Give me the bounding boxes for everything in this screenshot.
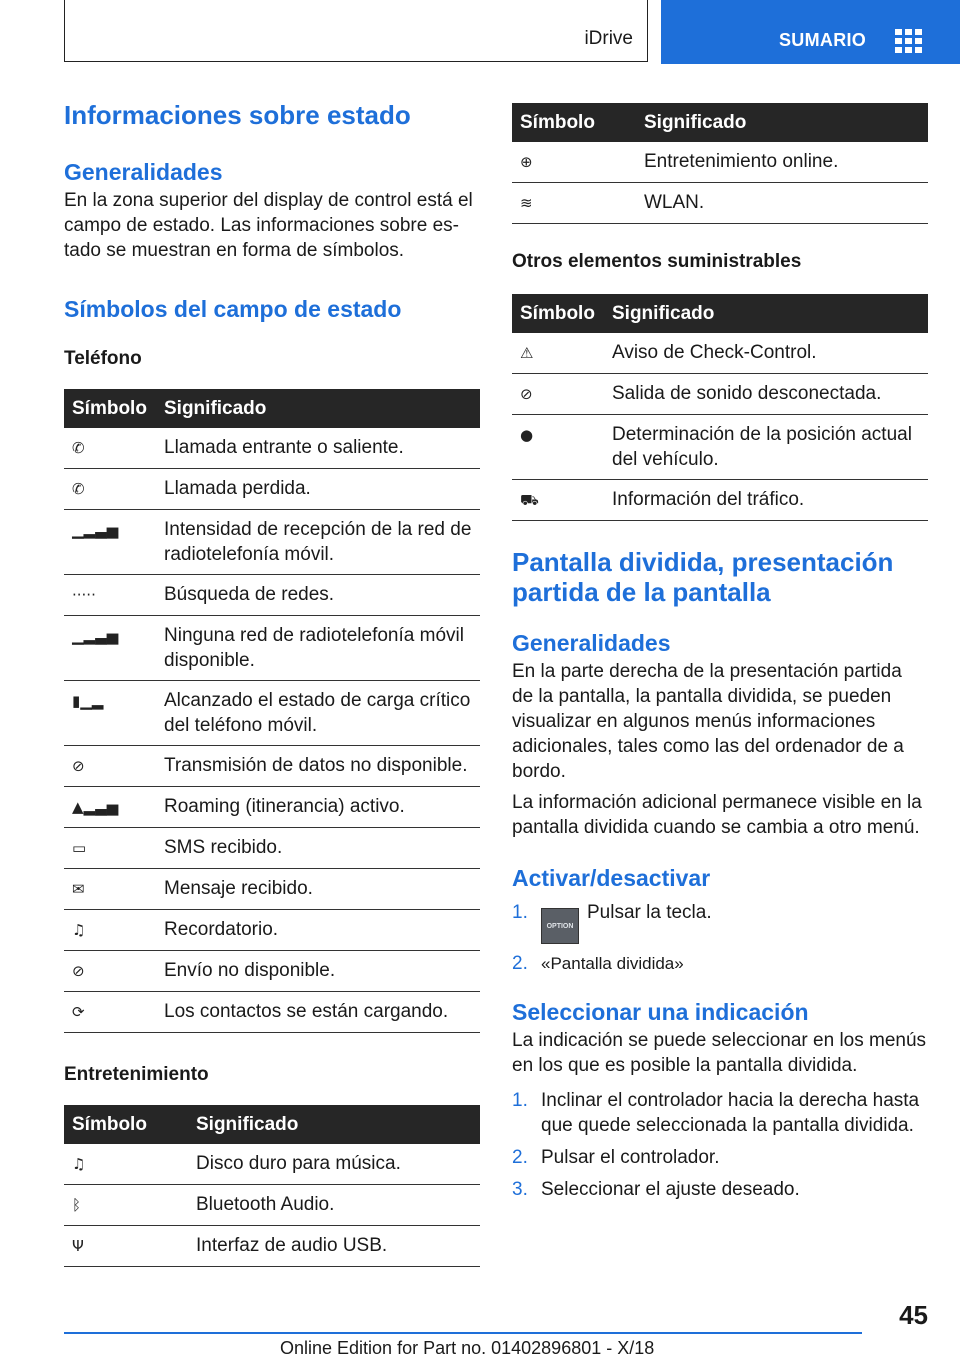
reminder-bell-icon: ♫ <box>72 921 86 939</box>
page-number: 45 <box>899 1300 928 1330</box>
online-entertainment-icon: ⊕ <box>520 153 533 171</box>
battery-critical-icon: ▮▁▂ <box>72 692 104 710</box>
select-step-2: 2. Pulsar el controlador. <box>512 1147 720 1168</box>
symbol-meaning: Determinación de la posición actual del vehículo. <box>604 415 928 480</box>
option-button-icon: OPTION <box>541 908 579 944</box>
table-row <box>512 142 928 183</box>
signal-strength-icon: ▁▂▃▅ <box>72 521 119 539</box>
split-generalidades-heading: Generalidades <box>512 630 671 656</box>
select-step-1: 1. Inclinar el controlador hacia la derecha hasta que quede seleccionada la pantalla dividida. <box>512 1090 920 1136</box>
select-heading: Seleccionar una indicación <box>512 999 809 1025</box>
other-elements-heading: Otros elementos suministrables <box>512 251 802 272</box>
symbol-meaning: Mensaje recibido. <box>156 869 480 910</box>
wlan-icon: ≋ <box>520 194 533 212</box>
generalidades-heading: Generalidades <box>64 159 223 185</box>
toggle-step-1: 1. OPTIONPulsar la tecla. <box>512 900 928 944</box>
data-unavailable-icon: ⊘ <box>72 757 85 775</box>
bluetooth-audio-icon: ᛒ <box>72 1196 82 1214</box>
symbol-meaning: Entretenimiento online. <box>636 142 928 183</box>
split-screen-title: Pantalla dividida, presentación partida de la pantalla <box>512 547 894 607</box>
table-row <box>64 510 480 575</box>
table-row <box>512 374 928 415</box>
phone-col-meaning: Significado <box>156 389 480 428</box>
symbol-meaning: Transmisión de datos no disponible. <box>156 746 480 787</box>
symbol-meaning: Búsqueda de redes. <box>156 575 480 616</box>
symbols-heading: Símbolos del campo de estado <box>64 296 402 322</box>
symbol-meaning: Ninguna red de radiotelefonía móvil disponible. <box>156 616 480 681</box>
phone-call-icon: ✆ <box>72 439 85 457</box>
no-network-icon: ▁▂▃▅ <box>72 627 119 645</box>
phone-heading: Teléfono <box>64 348 142 369</box>
phone-col-symbol: Símbolo <box>64 389 156 428</box>
warning-triangle-icon: ⚠ <box>520 344 534 362</box>
phone-symbols-table <box>64 389 480 1033</box>
missed-call-icon: ✆ <box>72 480 85 498</box>
footer-edition: Online Edition for Part no. 01402896801 - X/18 <box>280 1338 655 1358</box>
table-row <box>64 1226 480 1267</box>
ent2-col-meaning: Significado <box>636 103 928 142</box>
other-symbols-table <box>512 294 928 521</box>
table-row <box>64 1185 480 1226</box>
symbol-meaning: Disco duro para música. <box>188 1144 480 1185</box>
table-row <box>512 183 928 224</box>
table-row <box>64 869 480 910</box>
table-row <box>512 415 928 480</box>
sound-off-icon: ⊘ <box>520 385 533 403</box>
entertainment-table-body <box>64 1144 480 1267</box>
symbol-meaning: Salida de sonido desconectada. <box>604 374 928 415</box>
select-text: La indicación se puede seleccionar en los menús en los que es posible la pantalla dividida. <box>512 1030 927 1076</box>
symbol-meaning: Intensidad de recepción de la red de radiotelefonía móvil. <box>156 510 480 575</box>
table-row <box>64 787 480 828</box>
sms-icon: ▭ <box>72 839 87 857</box>
toggle-step-2: 2. «Pantalla dividida» <box>512 953 684 974</box>
other-table-body <box>512 333 928 521</box>
table-row <box>64 910 480 951</box>
toggle-steps <box>512 900 928 976</box>
select-steps <box>512 1088 928 1202</box>
symbol-meaning: Recordatorio. <box>156 910 480 951</box>
symbol-meaning: Envío no disponible. <box>156 951 480 992</box>
header-section-title: iDrive <box>584 28 633 49</box>
grid-icon <box>895 29 922 53</box>
table-row <box>64 992 480 1033</box>
entertainment-symbols-table-cont <box>512 103 928 224</box>
ent-col-symbol: Símbolo <box>64 1105 188 1144</box>
sumario-nav-button[interactable] <box>661 0 960 64</box>
section-title: Informaciones sobre estado <box>64 100 411 130</box>
symbol-meaning: WLAN. <box>636 183 928 224</box>
symbol-meaning: Los contactos se están cargando. <box>156 992 480 1033</box>
symbol-meaning: Interfaz de audio USB. <box>188 1226 480 1267</box>
select-step-3: 3. Seleccionar el ajuste deseado. <box>512 1179 800 1200</box>
left-column <box>64 100 480 1267</box>
symbol-meaning: Llamada entrante o saliente. <box>156 428 480 469</box>
hard-disk-music-icon: ♫ <box>72 1155 86 1173</box>
table-row <box>64 469 480 510</box>
message-icon: ✉ <box>72 880 85 898</box>
symbol-meaning: Información del tráfico. <box>604 480 928 521</box>
ent2-col-symbol: Símbolo <box>512 103 636 142</box>
table-row <box>64 746 480 787</box>
symbol-meaning: Aviso de Check-Control. <box>604 333 928 374</box>
sumario-label: SUMARIO <box>779 30 867 50</box>
traffic-info-icon: ⛟ <box>520 491 539 509</box>
table-row <box>64 1144 480 1185</box>
contacts-loading-icon: ⟳ <box>72 1003 85 1021</box>
table-row <box>64 575 480 616</box>
entertainment-heading: Entretenimiento <box>64 1064 209 1085</box>
table-row <box>512 480 928 521</box>
network-search-icon: ····· <box>72 586 96 604</box>
table-row <box>512 333 928 374</box>
entertainment-symbols-table <box>64 1105 480 1267</box>
usb-icon: Ψ <box>72 1237 84 1255</box>
other-col-symbol: Símbolo <box>512 294 604 333</box>
symbol-meaning: Roaming (itinerancia) activo. <box>156 787 480 828</box>
split-gen-text-1: En la parte derecha de la presentación partida de la pantalla, la pantalla dividida, se pueden visualizar en algunos menús informaciones adicionales, tales como las del ordenador de a bordo. <box>512 661 904 782</box>
generalidades-text: En la zona superior del display de control está el campo de estado. Las informaciones sobre estado se muestran en forma de símbolos. <box>64 190 473 261</box>
symbol-meaning: Bluetooth Audio. <box>188 1185 480 1226</box>
table-row <box>64 681 480 746</box>
symbol-meaning: Llamada perdida. <box>156 469 480 510</box>
table-row <box>64 616 480 681</box>
right-column <box>512 103 928 1209</box>
split-gen-text-2: La información adicional permanece visible en la pantalla dividida cuando se cambia a otro menú. <box>512 792 922 838</box>
table-row <box>64 428 480 469</box>
phone-table-body <box>64 428 480 1033</box>
toggle-heading: Activar/desactivar <box>512 865 711 891</box>
table-row <box>64 828 480 869</box>
other-col-meaning: Significado <box>604 294 928 333</box>
send-unavailable-icon: ⊘ <box>72 962 85 980</box>
entertainment2-table-body <box>512 142 928 224</box>
footer-divider <box>64 1332 862 1334</box>
symbol-meaning: SMS recibido. <box>156 828 480 869</box>
header-section-box <box>64 0 648 62</box>
table-row <box>64 951 480 992</box>
roaming-icon: ▲▂▃▅ <box>72 798 119 816</box>
position-icon: ● <box>520 426 534 444</box>
ent-col-meaning: Significado <box>188 1105 480 1144</box>
symbol-meaning: Alcanzado el estado de carga crítico del teléfono móvil. <box>156 681 480 746</box>
